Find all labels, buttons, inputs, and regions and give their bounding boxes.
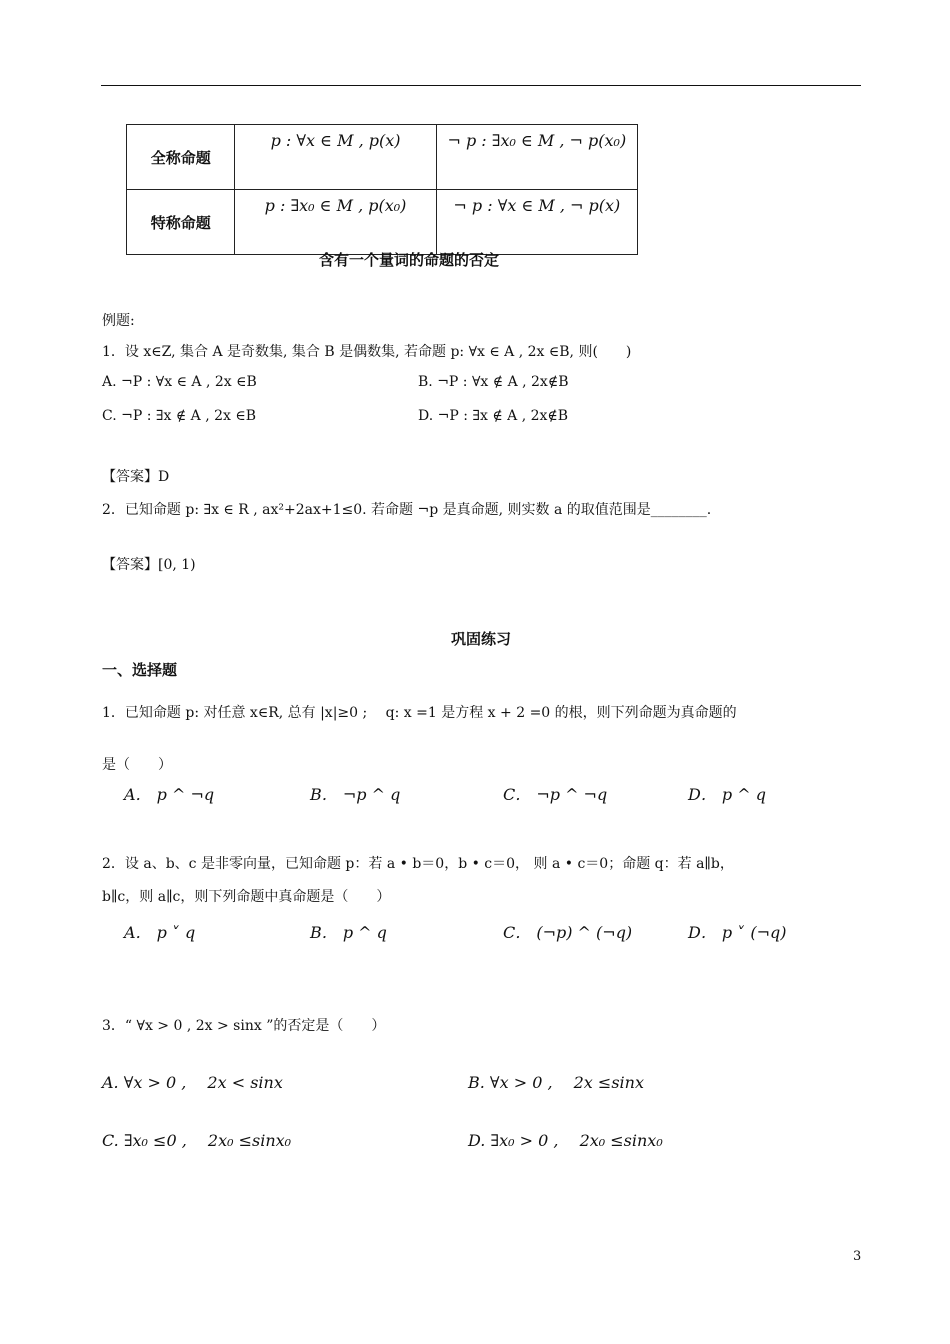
example-q2-answer: 【答案】[0, 1) — [102, 557, 196, 573]
quantifier-table — [126, 124, 638, 255]
example-q1-option-a: A. ¬P : ∀x ∈ A , 2x ∈B — [102, 374, 257, 390]
practice-q3-stem: 3．“ ∀x > 0 , 2x > sinx ”的否定是（ ） — [102, 1018, 386, 1034]
example-q1-option-c: C. ¬P : ∃x ∉ A , 2x ∈B — [102, 408, 256, 424]
example-q1-option-d: D. ¬P : ∃x ∉ A , 2x∉B — [418, 408, 569, 424]
practice-q1-option-b: B． ¬p ^ q — [310, 785, 401, 804]
practice-q1-option-c: C． ¬p ^ ¬q — [503, 785, 608, 804]
header-rule — [101, 85, 861, 86]
practice-q3-option-c: C. ∃x₀ ≤0 , 2x₀ ≤sinx₀ — [102, 1131, 292, 1150]
practice-q1-line2: 是（ ） — [102, 757, 172, 773]
practice-q2-option-c: C． (¬p) ^ (¬q) — [503, 923, 633, 942]
proposition-cell: p : ∃x₀ ∈ M , p(x₀) — [235, 190, 436, 255]
example-q1-stem: 1．设 x∈Z, 集合 A 是奇数集, 集合 B 是偶数集, 若命题 p: ∀x ∈ A , 2x ∈B, 则( ) — [102, 344, 632, 360]
table-row — [127, 125, 638, 190]
table-row — [127, 190, 638, 255]
practice-q1-line1: 1．已知命题 p: 对任意 x∈R, 总有 |x|≥0 ; q: x =1 是方程 x + 2 =0 的根，则下列命题为真命题的 — [102, 705, 737, 721]
practice-q2-option-a: A． p ˅ q — [124, 923, 196, 942]
practice-q2-line2: b∥c，则 a∥c，则下列命题中真命题是（ ） — [102, 889, 391, 905]
practice-q3-option-b: B. ∀x > 0 , 2x ≤sinx — [468, 1073, 644, 1092]
practice-q2-line1: 2．设 a、b、c 是非零向量，已知命题 p：若 a • b＝0，b • c＝0， 则 a • c＝0；命题 q：若 a∥b， — [102, 856, 734, 872]
practice-title: 巩固练习 — [450, 630, 511, 648]
practice-q2-option-b: B． p ^ q — [310, 923, 387, 942]
negation-cell: ¬ p : ∀x ∈ M , ¬ p(x) — [436, 190, 637, 255]
practice-q1-option-d: D． p ^ q — [688, 785, 766, 804]
row-header: 特称命题 — [127, 190, 235, 255]
example-q2-stem: 2．已知命题 p: ∃x ∈ R , ax²+2ax+1≤0. 若命题 ¬p 是真命题, 则实数 a 的取值范围是________. — [102, 502, 712, 518]
row-header: 全称命题 — [127, 125, 235, 190]
example-heading: 例题: — [102, 313, 135, 329]
table-caption: 含有一个量词的命题的否定 — [318, 251, 499, 269]
practice-q3-option-d: D. ∃x₀ > 0 , 2x₀ ≤sinx₀ — [468, 1131, 663, 1150]
page-number: 3 — [853, 1249, 862, 1264]
proposition-cell: p : ∀x ∈ M , p(x) — [235, 125, 436, 190]
example-q1-option-b: B. ¬P : ∀x ∉ A , 2x∉B — [418, 374, 569, 390]
section-heading: 一、选择题 — [102, 661, 178, 679]
practice-q1-option-a: A． p ^ ¬q — [124, 785, 215, 804]
practice-q3-option-a: A. ∀x > 0 , 2x < sinx — [102, 1073, 283, 1092]
example-q1-answer: 【答案】D — [102, 469, 170, 485]
negation-cell: ¬ p : ∃x₀ ∈ M , ¬ p(x₀) — [436, 125, 637, 190]
practice-q2-option-d: D． p ˅ (¬q) — [688, 923, 787, 942]
